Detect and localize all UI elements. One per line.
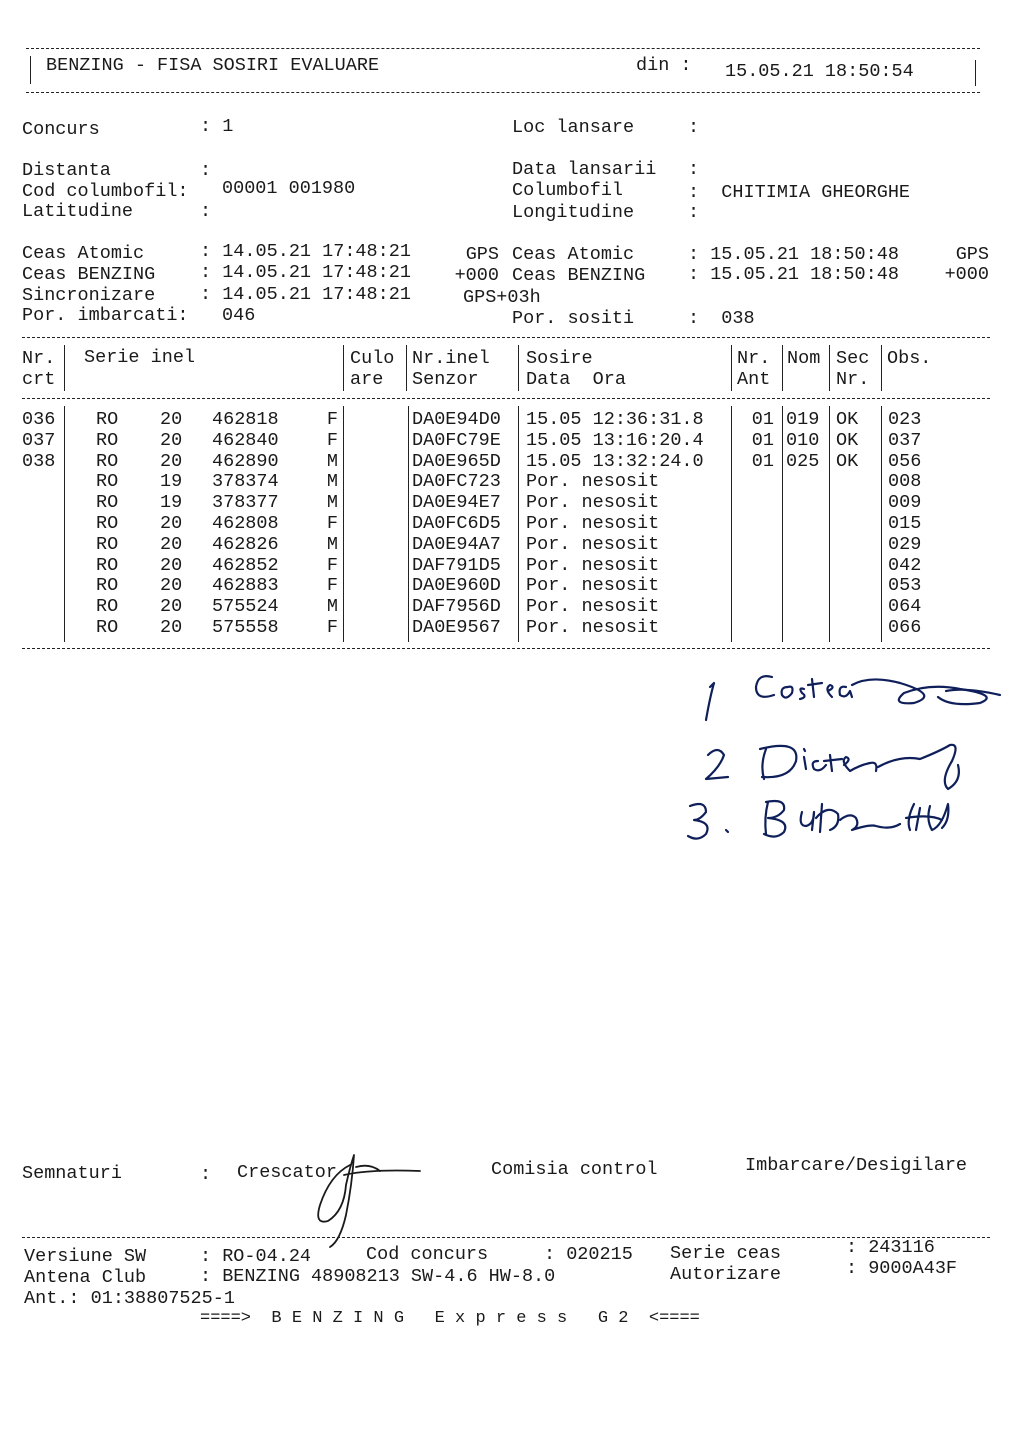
cod-concurs-value: : 020215 [544,1244,633,1265]
sositi-value: : 038 [688,308,755,329]
cell-sosire: Por. nesosit [526,554,660,576]
sincronizare-suffix: GPS+03h [463,287,541,308]
cell-inel: 462826 [212,533,279,555]
cell-tara: RO [96,450,119,472]
versiune-sw-value: : RO-04.24 [200,1246,312,1267]
header-top-rule [26,48,980,49]
cell-senzor: DA0E9567 [412,617,501,638]
cell-tara: RO [96,513,119,534]
col-sep-1 [64,345,65,391]
cell-tara: RO [96,492,119,514]
header-right-border [975,60,976,86]
cell-sosire: 15.05 13:32:24.0 [526,450,704,472]
cell-sex: M [326,533,338,555]
header-culoare-1: Culo [350,348,395,369]
cod-columbofil-label: Cod columbofil: [22,181,189,202]
columbofil-value: : CHITIMIA GHEORGHE [688,182,911,203]
imbarcati-label: Por. imbarcati: [22,305,189,326]
cell-ant: 01 [751,409,774,430]
cell-sosire: 15.05 12:36:31.8 [526,409,704,430]
cell-an: 20 [160,575,183,597]
cell-senzor: DAF791D5 [412,554,501,576]
columbofil-label: Columbofil [512,180,624,201]
cell-sec: OK [836,429,859,451]
ceas-atomic-right-suffix: GPS [955,244,989,265]
cell-an: 19 [160,471,183,493]
cell-senzor: DA0FC6D5 [412,513,501,534]
cell-obs: 009 [888,492,922,514]
cell-an: 20 [160,554,183,576]
serie-ceas-label: Serie ceas [670,1243,782,1264]
ceas-atomic-right-label: Ceas Atomic [512,244,635,265]
header-nr-inel-2: Senzor [412,369,479,390]
col-sep-4 [518,345,519,391]
cell-an: 20 [160,513,183,534]
semnaturi-label: Semnaturi [22,1163,122,1184]
cell-sosire: Por. nesosit [526,533,660,555]
cell-sosire: Por. nesosit [526,492,660,514]
cell-sex: M [326,471,338,493]
table-header-rule [22,398,990,399]
cell-sosire: Por. nesosit [526,596,660,618]
cell-sex: M [326,450,338,472]
cell-sosire: 15.05 13:16:20.4 [526,429,704,451]
benzing-banner: ====> B E N Z I N G E x p r e s s G 2 <==== [200,1309,700,1328]
cell-nom: 019 [786,409,820,430]
cell-senzor: DA0E94A7 [412,533,501,555]
ceas-benzing-left-label: Ceas BENZING [22,264,156,285]
col-sep-7b [829,406,830,642]
cell-sex: F [326,513,338,534]
loc-lansare-value: : [688,117,700,138]
latitudine-value: : [200,201,212,222]
cell-inel: 462818 [212,409,279,430]
cell-an: 20 [160,409,183,430]
crescator-label: Crescator [237,1162,337,1183]
handwritten-note-dieu [700,725,1000,795]
table-top-rule [22,337,990,338]
table-bottom-rule [22,648,990,649]
cell-ant: 01 [751,429,774,451]
cell-sex: M [326,596,338,618]
distanta-label: Distanta [22,160,111,181]
col-sep-7 [829,345,830,391]
cell-sex: F [326,429,338,451]
cell-obs: 023 [888,409,922,430]
cell-sex: F [326,575,338,597]
cell-obs: 053 [888,575,922,597]
cell-tara: RO [96,533,119,555]
ceas-atomic-left-label: Ceas Atomic [22,243,145,264]
header-sosire-1: Sosire [526,348,593,369]
cell-sosire: Por. nesosit [526,617,660,638]
sincronizare-label: Sincronizare [22,285,156,306]
cell-inel: 378374 [212,471,279,493]
header-left-border [30,56,31,84]
header-culoare-2: are [350,369,384,390]
cell-obs: 066 [888,617,922,638]
ceas-benzing-left-value: : 14.05.21 17:48:21 [200,262,411,283]
cell-obs: 037 [888,429,922,451]
cell-an: 20 [160,450,183,472]
autorizare-value: : 9000A43F [846,1258,958,1279]
data-lansarii-label: Data lansarii [512,159,657,180]
cell-tara: RO [96,429,119,451]
header-nr-crt-1: Nr. [22,348,56,369]
cell-tara: RO [96,471,119,493]
header-nr-ant-2: Ant [737,369,771,390]
cell-sosire: Por. nesosit [526,513,660,534]
cell-inel: 462852 [212,554,279,576]
cell-tara: RO [96,409,119,430]
report-timestamp: 15.05.21 18:50:54 [725,61,914,82]
ceas-atomic-right-value: : 15.05.21 18:50:48 [688,244,899,265]
cell-tara: RO [96,554,119,576]
col-sep-6b [782,406,783,642]
col-sep-5 [731,345,732,391]
cell-senzor: DA0E960D [412,575,501,597]
concurs-label: Concurs [22,119,100,140]
cell-senzor: DA0E965D [412,450,501,472]
header-bottom-rule [26,92,980,93]
col-sep-4b [518,406,519,642]
cell-sex: F [326,617,338,638]
cod-concurs-label: Cod concurs [366,1244,489,1265]
cell-inel: 575558 [212,617,279,638]
cell-obs: 064 [888,596,922,618]
data-lansarii-value: : [688,159,700,180]
header-nr-crt-2: crt [22,369,56,390]
cell-crt: 038 [22,450,56,472]
cod-columbofil-value: 00001 001980 [222,178,356,199]
cell-inel: 462890 [212,450,279,472]
distanta-value: : [200,160,212,181]
cell-obs: 042 [888,554,922,576]
cell-an: 20 [160,617,183,638]
ceas-atomic-left-value: : 14.05.21 17:48:21 [200,241,411,262]
sincronizare-value: : 14.05.21 17:48:21 [200,284,411,305]
cell-senzor: DA0FC723 [412,471,501,493]
header-obs: Obs. [887,348,932,369]
cell-obs: 008 [888,471,922,493]
footer-separator [22,1237,990,1238]
cell-senzor: DAF7956D [412,596,501,618]
ceas-atomic-left-suffix: GPS [465,244,499,265]
cell-inel: 378377 [212,492,279,514]
col-sep-6 [782,345,783,391]
cell-inel: 575524 [212,596,279,618]
cell-sec: OK [836,450,859,472]
crescator-signature [300,1145,430,1255]
cell-sex: M [326,492,338,514]
cell-tara: RO [96,575,119,597]
cell-tara: RO [96,617,119,638]
din-label: din : [636,55,692,76]
header-nr-inel-1: Nr.inel [412,348,490,369]
cell-tara: RO [96,596,119,618]
cell-obs: 029 [888,533,922,555]
cell-nom: 010 [786,429,820,451]
semnaturi-colon: : [200,1164,212,1185]
sositi-label: Por. sositi [512,308,635,329]
cell-inel: 462808 [212,513,279,534]
cell-sex: F [326,554,338,576]
serie-ceas-value: : 243116 [846,1237,935,1258]
header-sec-1: Sec [836,348,870,369]
handwritten-note-bucur [680,790,1000,850]
header-serie-inel: Serie inel [84,347,196,368]
col-sep-2 [343,345,344,391]
ceas-benzing-right-value: : 15.05.21 18:50:48 [688,264,899,285]
ceas-benzing-right-label: Ceas BENZING [512,265,646,286]
cell-sosire: Por. nesosit [526,471,660,493]
comisia-control-label: Comisia control [491,1159,658,1180]
cell-sec: OK [836,409,859,430]
cell-obs: 056 [888,450,922,472]
cell-senzor: DA0E94D0 [412,409,501,430]
col-sep-8b [881,406,882,642]
cell-senzor: DA0FC79E [412,429,501,451]
antenna-id: Ant.: 01:38807525-1 [24,1288,235,1309]
col-sep-5b [731,406,732,642]
cell-crt: 037 [22,429,56,451]
versiune-sw-label: Versiune SW [24,1246,147,1267]
cell-an: 20 [160,533,183,555]
cell-crt: 036 [22,409,56,430]
imbarcati-value: 046 [222,305,256,326]
latitudine-label: Latitudine [22,201,134,222]
header-nom: Nom [787,348,821,369]
report-title: BENZING - FISA SOSIRI EVALUARE [46,55,380,76]
cell-nom: 025 [786,450,820,472]
antena-club-label: Antena Club [24,1267,147,1288]
header-sosire-2: Data Ora [526,369,626,390]
cell-inel: 462883 [212,575,279,597]
col-sep-3b [408,406,409,642]
concurs-value: : 1 [200,116,234,137]
cell-an: 19 [160,492,183,514]
ceas-benzing-right-suffix: +000 [944,264,989,285]
cell-sex: F [326,409,338,430]
ceas-benzing-left-suffix: +000 [454,265,499,286]
cell-an: 20 [160,596,183,618]
col-sep-2b [343,406,344,642]
col-sep-8 [881,345,882,391]
header-nr-ant-1: Nr. [737,348,771,369]
cell-an: 20 [160,429,183,451]
header-sec-2: Nr. [836,369,870,390]
cell-senzor: DA0E94E7 [412,492,501,514]
loc-lansare-label: Loc lansare [512,117,635,138]
col-sep-3 [406,345,407,391]
longitudine-label: Longitudine [512,202,635,223]
imbarcare-desigilare-label: Imbarcare/Desigilare [745,1155,968,1176]
autorizare-label: Autorizare [670,1264,782,1285]
cell-ant: 01 [751,450,774,472]
antena-club-value: : BENZING 48908213 SW-4.6 HW-8.0 [200,1266,556,1287]
cell-sosire: Por. nesosit [526,575,660,597]
col-sep-1b [64,406,65,642]
cell-obs: 015 [888,513,922,534]
cell-inel: 462840 [212,429,279,451]
longitudine-value: : [688,202,700,223]
